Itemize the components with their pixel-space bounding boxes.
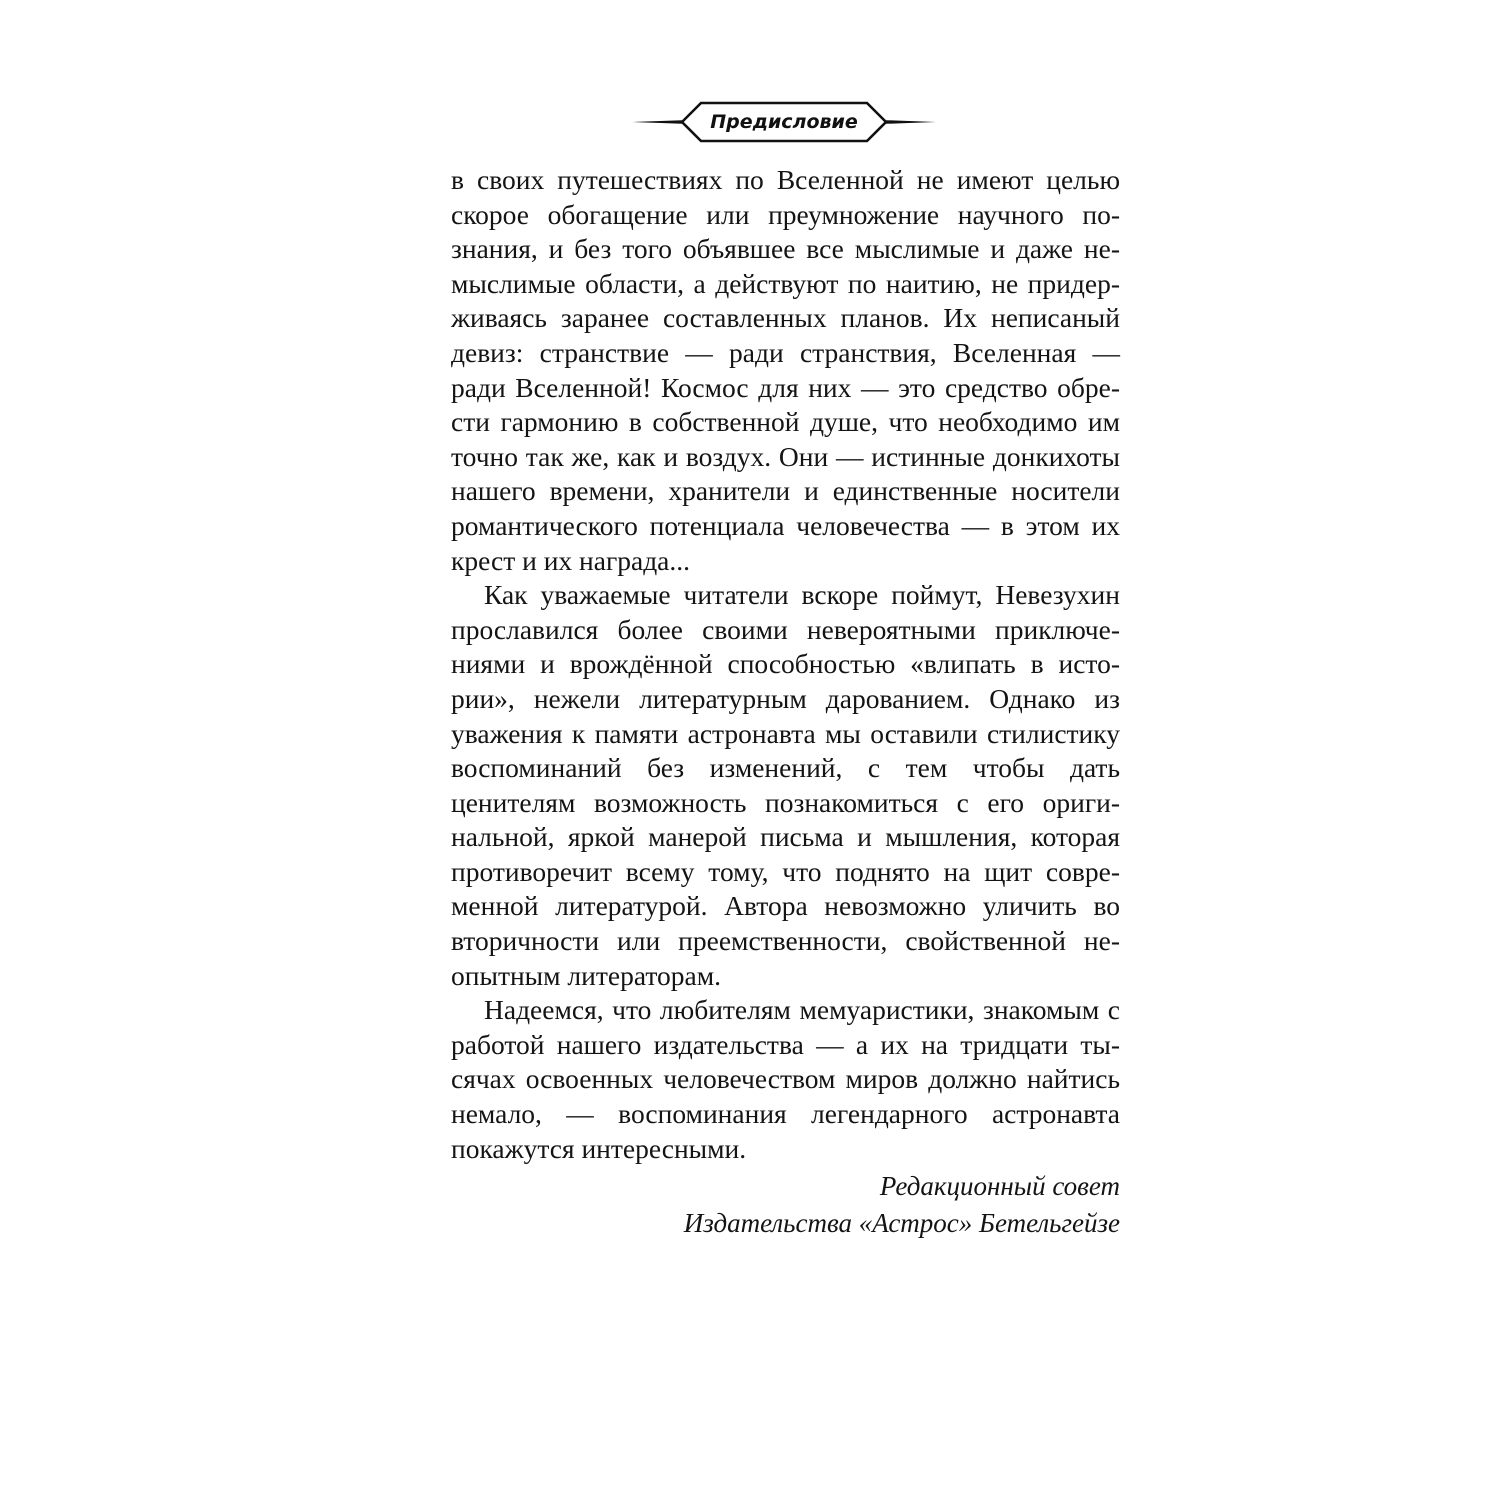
paragraph-continuation: в своих путешествиях по Вселенной не имеют целью скорое обогащение или преумножение научного познания, и без того объявшее все мыслимые и даже немыслимые области, а действуют по наитию, не придерживаясь заранее составленных планов. Их неписаный девиз: странствие — ради странствия, Вселенная — ради Вселенной! Космос для них — это средство обрести гармонию в собственной душе, что необходимо им точно так же, как и воздух. Они — истинные донкихоты нашего времени, хранители и единственные носители романтического потенциала человечества — в этом их крест и их награда... xyxy=(451,164,1120,576)
paragraph-nevezukhin: Как уважаемые читатели вскоре поймут, Невезухин прославился более своими невероятными приключениями и врождённой способностью «влипать в истории», нежели литературным дарованием. Однако из уважения к памяти астронавта мы оставили стилистику воспоминаний без изменений, с тем чтобы дать ценителям возможность познакомиться с его оригинальной, яркой манерой письма и мышления, которая противоречит всему тому, что поднято на щит современной литературой. Автора невозможно уличить во вторичности или преемственности, свойственной неопытным литераторам. xyxy=(451,579,1120,991)
main-text xyxy=(451,163,1120,1242)
paragraph-closing: Надеемся, что любителям мемуаристики, знакомым с работой нашего издательства — а их на тридцати тысячах освоенных человечеством миров должно найтись немало, — воспоминания легендарного астронавта покажутся интересными. xyxy=(451,994,1120,1164)
running-head xyxy=(630,100,938,144)
running-head-title: Предисловие xyxy=(710,111,858,133)
signature-line-editorial-board: Редакционный совет xyxy=(879,1171,1120,1202)
signature-line-publisher: Издательства «Астрос» Бетельгейзе xyxy=(683,1208,1120,1239)
signature xyxy=(451,1168,1120,1242)
